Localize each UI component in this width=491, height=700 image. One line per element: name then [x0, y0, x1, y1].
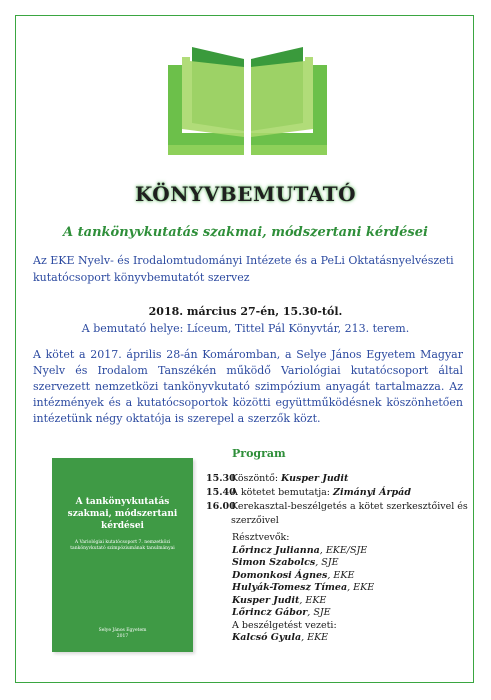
event-venue: A bemutató helye: Líceum, Tittel Pál Könyvtár, 213. terem.: [81, 322, 410, 335]
participant-affiliation: , SJE: [307, 607, 331, 618]
schedule-text: [231, 472, 476, 486]
participants-label: Résztvevők:: [232, 532, 290, 543]
moderator-item: [232, 632, 472, 645]
participant-name: Hulyák-Tomesz Tímea: [232, 582, 348, 593]
book-cover-image: [52, 458, 193, 652]
program-heading: Program: [232, 447, 286, 460]
program-schedule: [206, 472, 476, 528]
schedule-time: 16.00: [206, 501, 236, 512]
event-date: 2018. március 27-én, 15.30-tól.: [148, 305, 343, 318]
event-subtitle: A tankönyvkutatás szakmai, módszertani kérdései: [63, 225, 428, 240]
participant-name: Domonkosi Ágnes: [232, 569, 328, 581]
moderator-name: Kalcsó Gyula: [232, 632, 302, 643]
open-book-logo-icon: [160, 45, 335, 157]
page-title: KÖNYVBEMUTATÓ: [134, 182, 357, 206]
book-cover-title: A tankönyvkutatás szakmai, módszertani kérdései: [67, 497, 178, 531]
schedule-row: [206, 472, 476, 486]
participant-item: [232, 607, 472, 620]
moderator-affiliation: , EKE: [301, 632, 329, 643]
schedule-time: 15.40: [206, 487, 236, 498]
participant-item: [232, 570, 472, 583]
participants-list: [232, 532, 472, 645]
participant-name: Kusper Judit: [232, 594, 300, 606]
schedule-label: A kötetet bemutatja:: [231, 487, 334, 498]
participant-item: [232, 557, 472, 570]
intro-text: Az EKE Nyelv- és Irodalomtudományi Intézete és a PeLi Oktatásnyelvészeti kutatócsoport könyvbemutatót szervez: [33, 254, 454, 284]
description-text: A kötet a 2017. április 28-án Komáromban, a Selye János Egyetem Magyar Nyelv és Irodalom Tanszékén működő Variológiai kutatócsoport által szervezett nemzetközi tankönyvkutató szimpózium anyagát tartalmazza. Az intézmények és a kutatócsoportok közötti együttműködésnek köszönhetően intézetünk négy oktatója is szerepel a szerzők közt.: [33, 348, 463, 425]
date-venue: [0, 303, 491, 337]
moderator-label: A beszélgetést vezeti:: [232, 619, 337, 631]
schedule-person: Kusper Judit: [281, 473, 349, 484]
participant-item: [232, 595, 472, 608]
participant-name: Lőrincz Julianna: [232, 544, 320, 556]
participant-name: Simon Szabolcs: [232, 557, 316, 568]
schedule-text: [231, 500, 476, 528]
schedule-row: [206, 500, 476, 528]
book-cover-year: 2017: [116, 634, 129, 639]
schedule-label: Köszöntő:: [231, 473, 282, 484]
participant-item: [232, 582, 472, 595]
schedule-row: [206, 486, 476, 500]
participant-affiliation: , EKE: [299, 594, 327, 606]
participant-name: Lőrincz Gábor: [232, 607, 308, 618]
participant-affiliation: , EKE/SJE: [319, 544, 368, 556]
schedule-person: Zimányi Árpád: [333, 487, 411, 498]
schedule-label: Kerekasztal-beszélgetés a kötet szerkesztőivel és szerzőivel: [231, 501, 468, 526]
schedule-time: 15.30: [206, 473, 236, 484]
participant-affiliation: , EKE: [347, 582, 375, 593]
participant-item: [232, 545, 472, 558]
participant-affiliation: , SJE: [315, 557, 339, 568]
schedule-text: [231, 486, 476, 500]
book-cover-publisher-name: Selye János Egyetem: [98, 628, 147, 633]
book-cover-publisher: [52, 628, 193, 640]
book-cover-subtitle: A Variológiai kutatócsoport 7. nemzetközi tankönyvkutató szimpóziumának tanulmányai: [70, 540, 175, 551]
participant-affiliation: , EKE: [327, 569, 355, 581]
